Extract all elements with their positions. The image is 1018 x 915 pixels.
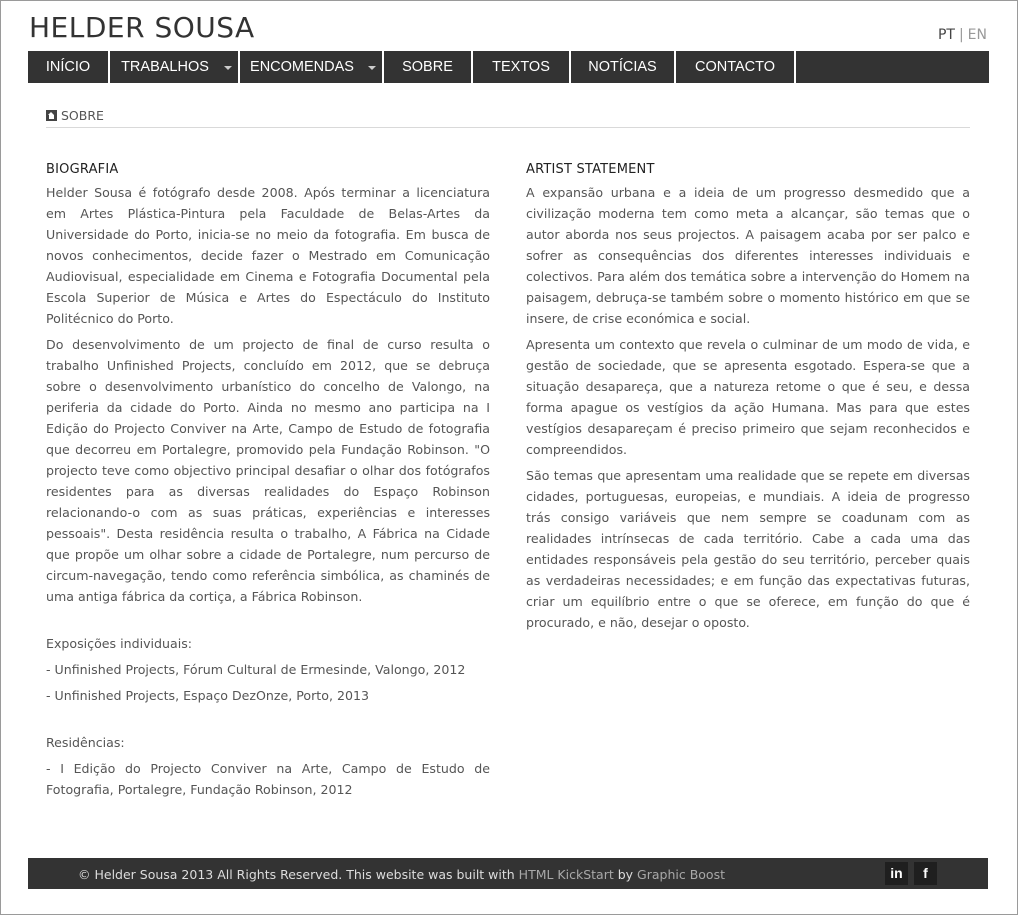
copyright-text: © Helder Sousa 2013 All Rights Reserved. This website was built with	[78, 867, 519, 882]
footer-copyright	[78, 867, 725, 882]
residencies-heading: Residências:	[46, 735, 125, 750]
biography-heading: BIOGRAFIA	[46, 162, 119, 177]
menu-item-label: CONTACTO	[694, 59, 776, 75]
menu-item-label: SOBRE	[402, 59, 453, 75]
menu-item-contacto[interactable]	[676, 51, 796, 83]
lang-separator: |	[958, 27, 964, 43]
spacer	[46, 711, 490, 732]
artist-statement-heading: ARTIST STATEMENT	[526, 162, 655, 177]
menu-item-encomendas[interactable]	[240, 51, 384, 83]
exhibition-item: - Unfinished Projects, Fórum Cultural de Ermesinde, Valongo, 2012	[46, 662, 466, 677]
linkedin-icon[interactable]: in	[885, 862, 908, 885]
graphic-boost-link[interactable]: Graphic Boost	[637, 867, 725, 882]
lang-pt-link[interactable]: PT	[937, 27, 955, 43]
breadcrumb	[46, 108, 970, 128]
biography-paragraph: Do desenvolvimento de um projecto de final de curso resulta o trabalho Unfinished Projects, concluído em 2012, que se debruça sobre o desenvolvimento urbanístico do concelho de Valongo, na periferia da cidade do Porto. Ainda no mesmo ano participa na I Edição do Projecto Conviver na Arte, Campo de Estudo de fotografia que decorreu em Portalegre, promovido pela Fundação Robinson. "O projecto teve como objectivo principal desafiar o olhar dos fotógrafos residentes para as diversas realidades do Espaço Robinson relacionando-o com as suas práticas, experiências e interesses pessoais". Desta residência resulta o trabalho, A Fábrica na Cidade que propõe um olhar sobre a cidade de Portalegre, num percurso de circum-navegação, tendo como referência simbólica, as chaminés de uma antiga fábrica da cortiça, a Fábrica Robinson.	[46, 337, 490, 604]
exhibitions-heading: Exposições individuais:	[46, 636, 193, 651]
main-menu	[28, 51, 989, 83]
menu-item-textos[interactable]	[473, 51, 571, 83]
exhibition-item: - Unfinished Projects, Espaço DezOnze, Porto, 2013	[46, 688, 370, 703]
footer	[28, 858, 988, 889]
residency-item: - I Edição do Projecto Conviver na Arte, Campo de Estudo de Fotografia, Portalegre, Fundação Robinson, 2012	[46, 761, 490, 797]
menu-item-label: NOTÍCIAS	[588, 59, 657, 75]
site-title[interactable]: HELDER SOUSA	[29, 11, 255, 44]
menu-item-inicio[interactable]	[28, 51, 110, 83]
by-text: by	[613, 867, 638, 882]
menu-item-label: TRABALHOS	[121, 59, 209, 75]
biography-paragraph: Helder Sousa é fotógrafo desde 2008. Após terminar a licenciatura em Artes Plástica-Pintura pela Faculdade de Belas-Artes da Universidade do Porto, inicia-se no meio da fotografia. Em busca de novos conhecimentos, decide fazer o Mestrado em Comunicação Audiovisual, especialidade em Cinema e Fotografia Documental pela Escola Superior de Música e Artes do Espectáculo do Instituto Politécnico do Porto.	[46, 185, 490, 326]
menu-item-label: INÍCIO	[45, 59, 91, 75]
facebook-icon[interactable]: f	[914, 862, 937, 885]
breadcrumb-current: SOBRE	[61, 108, 104, 123]
biography-column	[46, 163, 490, 805]
home-icon[interactable]	[46, 110, 57, 121]
statement-paragraph: São temas que apresentam uma realidade que se repete em diversas cidades, portuguesas, europeias, e mundiais. A ideia de progresso trás consigo variáveis que nem sempre se coadunam com as realidades intrínsecas de cada território. Cabe a cada uma das entidades responsáveis pela gestão do seu território, perceber quais as verdadeiras necessidades; e em função das expectativas futuras, criar um equilíbrio entre o que se oferece, em função do que é procurado, e não, desejar o oposto.	[526, 468, 970, 630]
lang-en-link[interactable]: EN	[967, 27, 987, 43]
statement-paragraph: A expansão urbana e a ideia de um progresso desmedido que a civilização moderna tem como meta a alcançar, são temas que o autor aborda nos seus projectos. A paisagem acaba por ser palco e sofrer as consequências dos diferentes interesses individuais e colectivos. Para além dos temática sobre a intervenção do Homem na paisagem, debruça-se também sobre o momento histórico em que se insere, de crise económica e social.	[526, 185, 970, 326]
chevron-down-icon	[224, 66, 232, 70]
spacer	[46, 612, 490, 633]
menu-item-trabalhos[interactable]	[110, 51, 240, 83]
menu-item-label: TEXTOS	[492, 59, 550, 75]
artist-statement-column	[526, 163, 970, 638]
menu-item-noticias[interactable]	[571, 51, 676, 83]
html-kickstart-link[interactable]: HTML KickStart	[518, 867, 614, 882]
chevron-down-icon	[368, 66, 376, 70]
menu-item-sobre[interactable]	[384, 51, 473, 83]
menu-item-label: ENCOMENDAS	[250, 59, 354, 75]
language-switcher	[938, 27, 987, 43]
statement-paragraph: Apresenta um contexto que revela o culminar de um modo de vida, e gestão de sociedade, que se apresenta esgotado. Espera-se que a situação desapareça, que a natureza retome o que é seu, e dessa forma apague os vestígios da ação Humana. Mas para que estes vestígios desapareçam é preciso primeiro que sejam reconhecidos e compreendidos.	[526, 337, 970, 457]
